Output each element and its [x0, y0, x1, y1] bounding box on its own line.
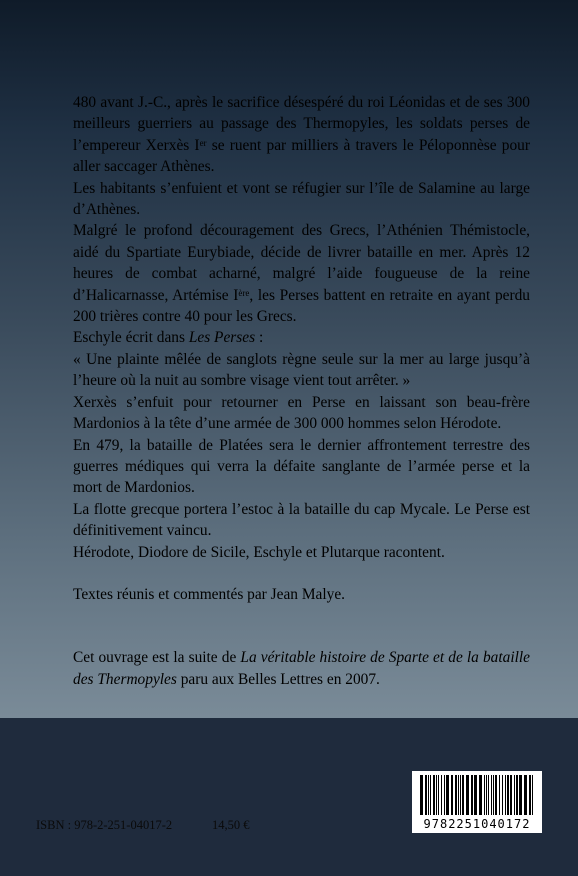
- paragraph-1: [73, 92, 530, 178]
- barcode-bar: [451, 775, 453, 815]
- barcode-bar: [436, 775, 437, 815]
- barcode-bar: [444, 775, 445, 815]
- paragraph-5: « Une plainte mêlée de sanglots règne seule sur la mer au large jusqu’à l’heure où la nuit au sombre visage vient tout arrêter. »: [73, 350, 530, 390]
- barcode-bar: [510, 775, 512, 815]
- barcode-number: 9782251040172: [423, 817, 531, 831]
- barcode-bar: [495, 775, 497, 815]
- barcode-bar: [524, 775, 527, 815]
- barcode-bar: [529, 775, 531, 815]
- p4-title: Les Perses: [188, 329, 256, 347]
- barcode-bar: [438, 775, 439, 815]
- paragraph-8: La flotte grecque portera l’estoc à la bataille du cap Mycale. Le Perse est définitivement vaincu.: [73, 500, 530, 540]
- barcode-bar: [420, 775, 423, 815]
- barcode-bar: [493, 775, 494, 815]
- p3-text: Malgré le profond découragement des Grecs, l’Athénien Thémistocle, aidé du Spartiate Eurybiade, décide de livrer bataille en mer. Après 12 heures de combat acharné, malgré l’aide fougueuse de la reine d’Halicarnasse, Artémise I: [73, 222, 530, 304]
- barcode-bar: [462, 775, 464, 815]
- barcode-bar: [425, 775, 427, 815]
- barcode-bar: [499, 775, 500, 815]
- spacer: [73, 605, 530, 647]
- p1-text: 480 avant J.-C., après le sacrifice désespéré du roi Léonidas et de ses 300 meilleurs guerriers au passage des Thermopyles, les soldats perses de l’empereur Xerxès I: [73, 94, 530, 154]
- barcode-bar: [430, 775, 431, 815]
- barcode-bar: [514, 775, 515, 815]
- p11-lead: Cet ouvrage est la suite de: [73, 649, 241, 667]
- barcode-bar: [446, 775, 449, 815]
- paragraph-7: En 479, la bataille de Platées sera le dernier affrontement terrestre des guerres médiques qui verra la défaite sanglante de l’armée perse et la mort de Mardonios.: [73, 436, 530, 497]
- barcode-bar: [433, 775, 435, 815]
- paragraph-6: Xerxès s’enfuit pour retourner en Perse en laissant son beau-frère Mardonios à la tête d’une armée de 300 000 hommes selon Hérodote.: [73, 393, 530, 433]
- paragraph-9: Hérodote, Diodore de Sicile, Eschyle et Plutarque racontent.: [73, 543, 445, 561]
- p11-end: paru aux Belles Lettres en 2007.: [176, 670, 380, 688]
- barcode-bar: [441, 775, 442, 815]
- barcode-bar: [519, 775, 522, 815]
- barcode-bar: [484, 775, 485, 815]
- paragraph-credits: Textes réunis et commentés par Jean Malye.: [73, 585, 346, 603]
- paragraph-3: [73, 220, 530, 327]
- barcode-bar: [471, 775, 473, 815]
- spacer: [73, 563, 530, 584]
- barcode-bars: [412, 771, 542, 817]
- barcode-bar: [474, 775, 477, 815]
- barcode-bar: [516, 775, 518, 815]
- p1-end: se ruent par milliers à travers le Péloponnèse pour aller saccager Athènes.: [73, 136, 530, 176]
- barcode-bar: [507, 775, 509, 815]
- p1-sup: er: [199, 137, 207, 148]
- barcode-bar: [488, 775, 489, 815]
- barcode: [412, 771, 542, 833]
- barcode-bar: [458, 775, 459, 815]
- barcode-bar: [455, 775, 457, 815]
- p3-sup: ère: [238, 287, 250, 298]
- p3-end: , les Perses battent en retraite en ayant perdu 200 trières contre 40 pour les Grecs.: [73, 286, 530, 326]
- paragraph-2: Les habitants s’enfuient et vont se réfugier sur l’île de Salamine au large d’Athènes.: [73, 179, 530, 219]
- barcode-bar: [486, 775, 487, 815]
- paragraph-4: [73, 327, 530, 348]
- barcode-bar: [466, 775, 469, 815]
- p4-end: :: [255, 329, 264, 347]
- price-label: 14,50 €: [212, 818, 250, 832]
- p11-title: La véritable histoire de Sparte et de la bataille des Thermopyles: [73, 649, 531, 688]
- barcode-bar: [479, 775, 482, 815]
- p4-lead: Eschyle écrit dans: [73, 329, 189, 347]
- barcode-bar: [491, 775, 492, 815]
- barcode-bar: [532, 775, 533, 815]
- barcode-bar: [505, 775, 506, 815]
- barcode-bar: [460, 775, 461, 815]
- back-cover-text: [73, 92, 530, 690]
- barcode-bar: [428, 775, 429, 815]
- barcode-bar: [502, 775, 503, 815]
- paragraph-sequel: [73, 647, 530, 690]
- isbn-label: ISBN : 978-2-251-04017-2: [36, 818, 173, 832]
